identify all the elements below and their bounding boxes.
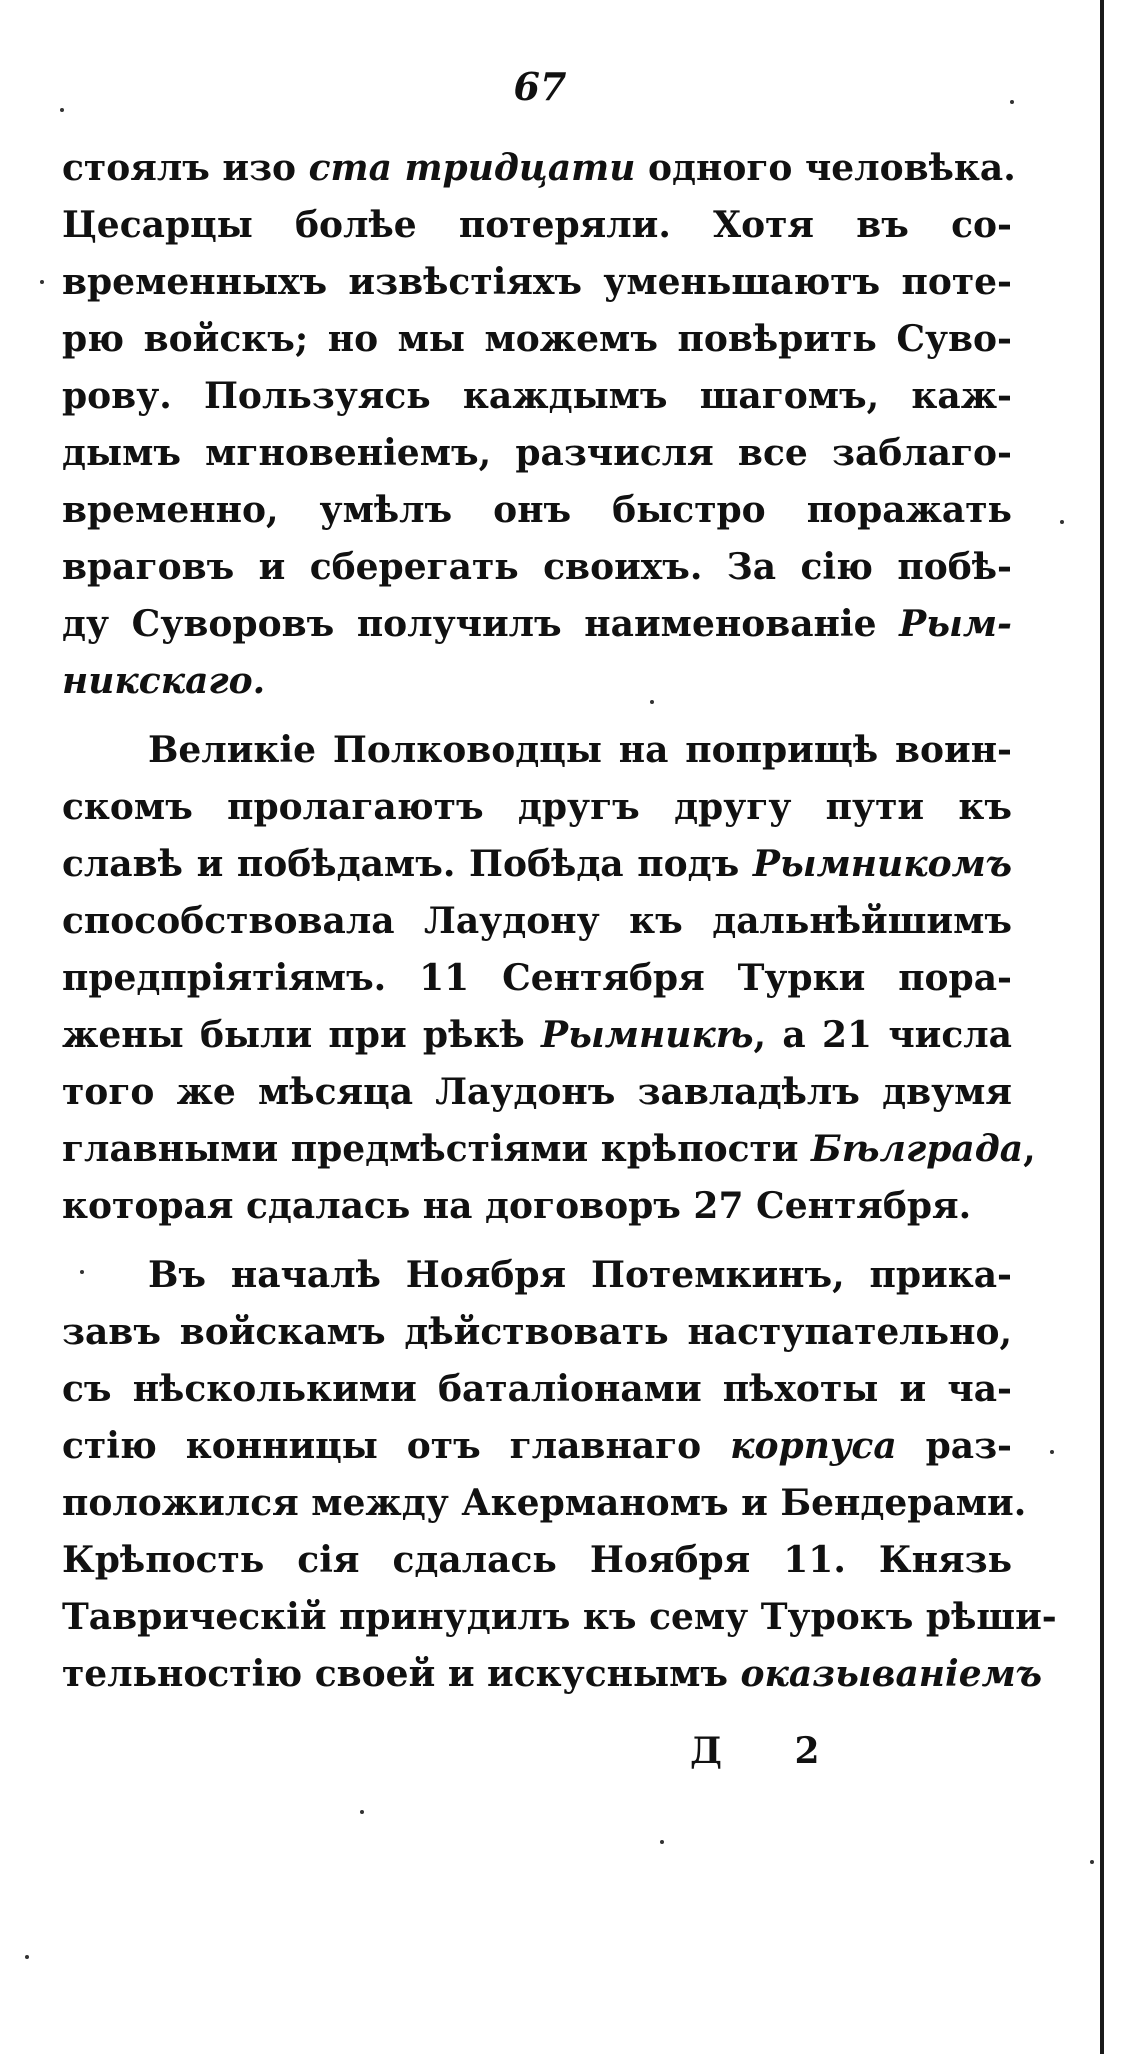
text-segment: предпрiятiямъ. 11 Сентября Турки пора- xyxy=(62,957,1012,999)
body-text xyxy=(62,140,1057,1703)
text-segment: временныхъ извѣстiяхъ уменьшаютъ поте- xyxy=(62,261,1012,303)
italic-text-segment: никскаго. xyxy=(62,660,266,702)
text-line xyxy=(62,425,1012,482)
text-segment: Въ началѣ Ноября Потемкинъ, прика- xyxy=(148,1254,1012,1296)
text-line xyxy=(62,653,1012,710)
text-segment: рову. Пользуясь каждымъ шагомъ, каж- xyxy=(62,375,1012,417)
text-line xyxy=(62,254,1012,311)
scan-speck xyxy=(650,700,654,704)
text-line xyxy=(62,1532,1012,1589)
text-line xyxy=(62,950,1012,1007)
text-segment: тельностiю своей и искуснымъ xyxy=(62,1653,741,1695)
text-segment: которая сдалась на договоръ 27 Сентября. xyxy=(62,1185,972,1227)
scan-speck xyxy=(660,1840,664,1844)
paragraph-gap xyxy=(62,1235,1012,1247)
printer-signature-mark: Д 2 xyxy=(690,1730,850,1772)
text-line xyxy=(62,1064,1012,1121)
text-line xyxy=(62,368,1012,425)
text-segment: раз- xyxy=(896,1425,1012,1467)
text-segment: рю войскъ; но мы можемъ повѣрить Суво- xyxy=(62,318,1012,360)
text-segment: положился между Акерманомъ и Бендерами. xyxy=(62,1482,1027,1524)
text-line xyxy=(62,893,1012,950)
scan-speck xyxy=(360,1810,364,1814)
text-segment: Цесарцы болѣе потеряли. Хотя въ со- xyxy=(62,204,1012,246)
text-line xyxy=(62,779,1012,836)
text-line xyxy=(62,722,1012,779)
italic-text-segment: корпуса xyxy=(730,1425,897,1467)
text-segment: временно, умѣлъ онъ быстро поражать xyxy=(62,489,1012,531)
scan-speck xyxy=(1050,1450,1054,1454)
italic-text-segment: Рым- xyxy=(899,603,1012,645)
paragraph-gap xyxy=(62,710,1012,722)
italic-text-segment: Рымникѣ xyxy=(541,1014,754,1056)
text-line xyxy=(62,1178,1012,1235)
text-line xyxy=(62,140,1016,197)
text-line xyxy=(62,1247,1012,1304)
text-segment: дымъ мгновенiемъ, разчисля все заблаго- xyxy=(62,432,1012,474)
scan-speck xyxy=(25,1955,29,1959)
italic-text-segment: Рымникомъ xyxy=(752,843,1012,885)
text-line xyxy=(62,1121,1036,1178)
text-segment: враговъ и сберегать своихъ. За сiю побѣ- xyxy=(62,546,1012,588)
text-segment: того же мѣсяца Лаудонъ завладѣлъ двумя xyxy=(62,1071,1012,1113)
scan-speck xyxy=(60,108,64,112)
text-segment: Крѣпость сiя сдалась Ноября 11. Князь xyxy=(62,1539,1012,1581)
text-segment: съ нѣсколькими баталiонами пѣхоты и ча- xyxy=(62,1368,1012,1410)
text-line xyxy=(62,836,1012,893)
text-segment: стоялъ изо xyxy=(62,147,309,189)
text-segment: скомъ пролагаютъ другъ другу пути къ xyxy=(62,786,1012,828)
text-line xyxy=(62,482,1012,539)
italic-text-segment: оказыванiемъ xyxy=(740,1653,1042,1695)
text-segment: Великiе Полководцы на поприщѣ воин- xyxy=(148,729,1012,771)
scan-speck xyxy=(80,1270,84,1274)
text-segment: главными предмѣстiями крѣпости xyxy=(62,1128,812,1170)
text-segment: способствовала Лаудону къ дальнѣйшимъ xyxy=(62,900,1012,942)
text-segment: стiю конницы отъ главнаго xyxy=(62,1425,731,1467)
text-line xyxy=(62,596,1012,653)
italic-text-segment: Бѣлграда xyxy=(811,1128,1024,1170)
text-segment: ду Суворовъ получилъ наименованiе xyxy=(62,603,900,645)
scan-speck xyxy=(1090,1860,1094,1864)
text-segment: одного человѣка. xyxy=(635,147,1016,189)
text-line xyxy=(62,1589,1057,1646)
scan-speck xyxy=(1010,100,1014,104)
text-line xyxy=(62,197,1012,254)
text-line xyxy=(62,1361,1012,1418)
page-edge-line xyxy=(1100,0,1104,2054)
page-number: 67 xyxy=(513,64,567,109)
scan-speck xyxy=(1060,520,1064,524)
italic-text-segment: ста тридцати xyxy=(308,147,636,189)
text-segment: завъ войскамъ дѣйствовать наступательно, xyxy=(62,1311,1012,1353)
text-line xyxy=(62,1418,1012,1475)
text-segment: , xyxy=(1023,1128,1036,1170)
text-segment: славѣ и побѣдамъ. Побѣда подъ xyxy=(62,843,753,885)
text-line xyxy=(62,539,1012,596)
text-line xyxy=(62,1304,1012,1361)
text-line xyxy=(62,311,1012,368)
text-segment: жены были при рѣкѣ xyxy=(62,1014,542,1056)
text-line xyxy=(62,1646,1042,1703)
text-segment: , а 21 числа xyxy=(753,1014,1012,1056)
text-line xyxy=(62,1007,1012,1064)
text-segment: Таврическiй принудилъ къ сему Турокъ рѣши- xyxy=(62,1596,1057,1638)
text-line xyxy=(62,1475,1027,1532)
scan-speck xyxy=(40,280,44,284)
